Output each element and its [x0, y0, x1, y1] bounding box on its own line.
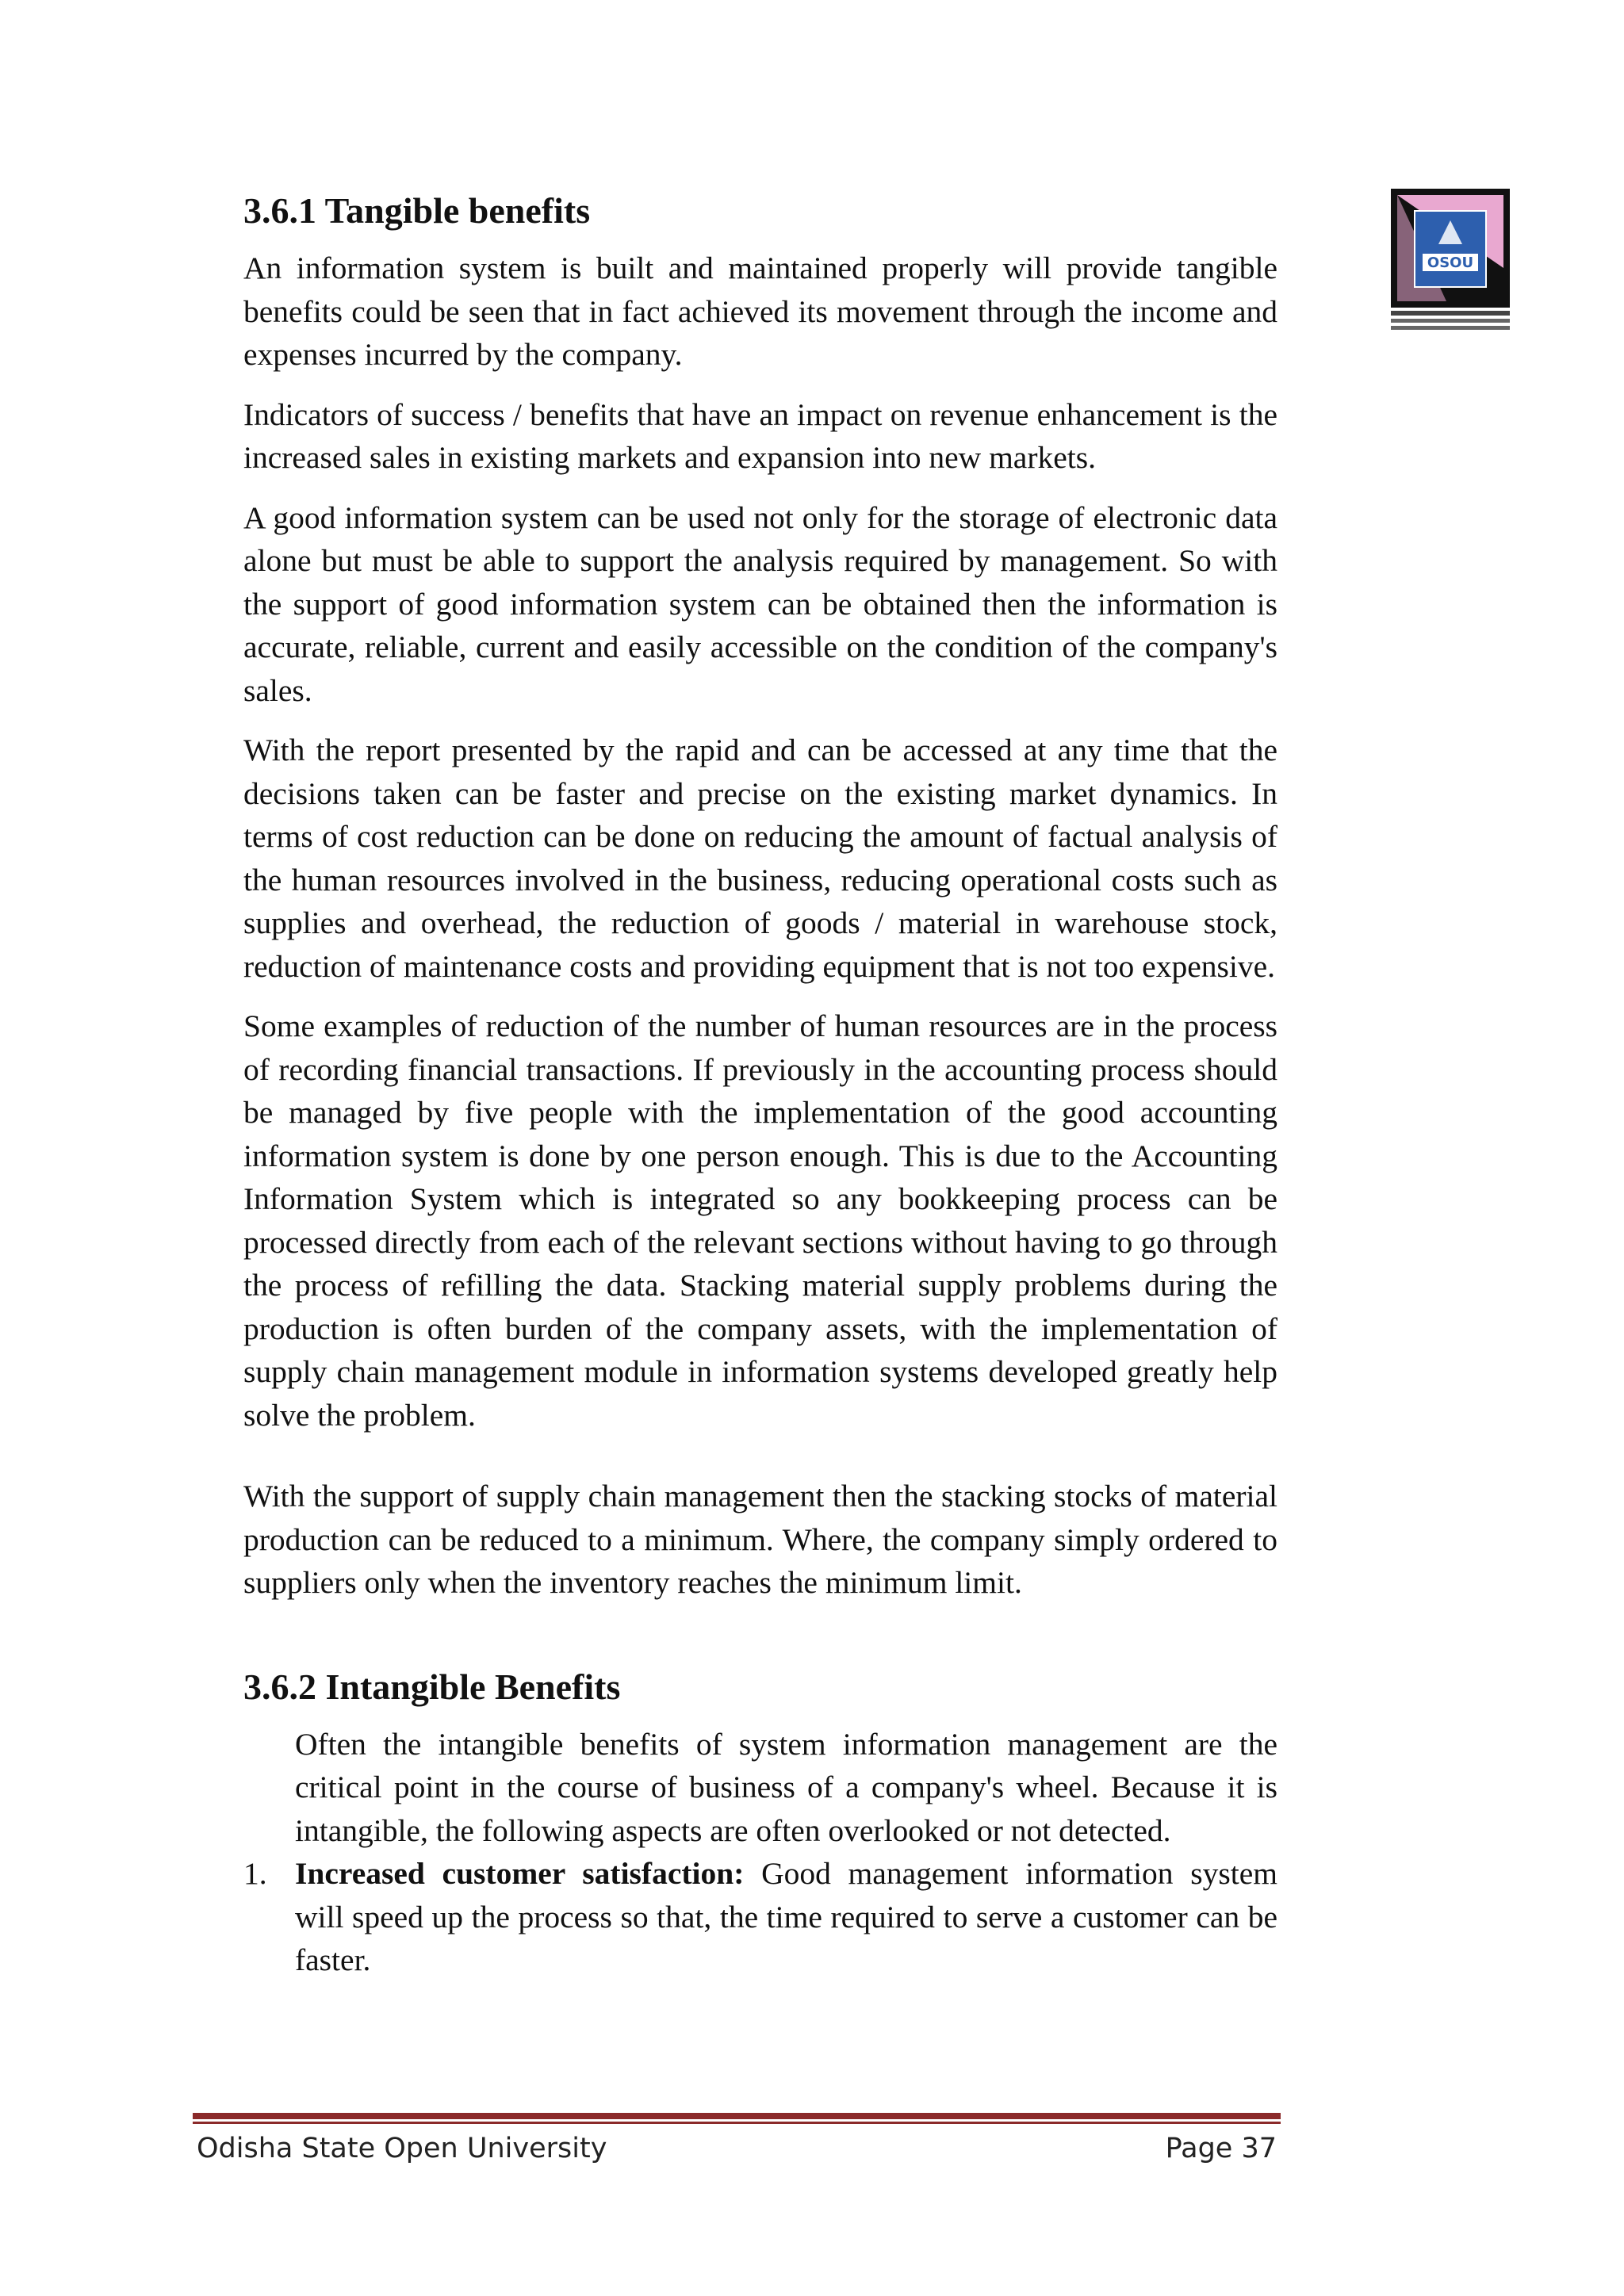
paragraph: Some examples of reduction of the number of human resources are in the process of recording financial transactions. If previously in the accounting process should be managed by five people with the implementation of the good accounting information system is done by one person enough. This is due to the Accounting Information System which is integrated so any bookkeeping process can be processed directly from each of the relevant sections without having to go through the process of refilling the data. Stacking material supply problems during the production is often burden of the company assets, with the implementation of supply chain management module in information systems developed greatly help solve the problem. — [243, 1008, 1277, 1433]
list-item-text — [295, 1852, 1277, 1982]
paragraph: An information system is built and maintained properly will provide tangible benefits could be seen that in fact achieved its movement through the income and expenses incurred by the company. — [243, 251, 1277, 373]
list-item-body: Good management information system will speed up the process so that, the time required to serve a customer can be faster. — [295, 1856, 1277, 1978]
paragraph: Indicators of success / benefits that have an impact on revenue enhancement is the increased sales in existing markets and expansion into new markets. — [243, 396, 1277, 476]
section-heading-intangible: 3.6.2 Intangible Benefits — [243, 1666, 621, 1707]
section-heading-tangible: 3.6.1 Tangible benefits — [243, 190, 591, 231]
footer-university: Odisha State Open University — [197, 2133, 607, 2164]
page-number: Page 37 — [1165, 2133, 1277, 2164]
section-intro: Often the intangible benefits of system information management are the critical point in the course of business of a company's wheel. Because it is intangible, the following aspects are often overlooked or not detected. — [295, 1726, 1277, 1848]
page-body — [243, 189, 1277, 1982]
list-number: 1. — [243, 1856, 267, 1892]
list-item — [243, 1852, 1277, 1982]
page-footer — [197, 2133, 1277, 2164]
footer-divider — [193, 2113, 1281, 2124]
paragraph: A good information system can be used not only for the storage of electronic data alone but must be able to support the analysis required by management. So with the support of good information system can be obtained then the information is accurate, reliable, current and easily accessible on the condition of the company's sales. — [243, 499, 1277, 708]
paragraph: With the support of supply chain management then the stacking stocks of material production can be reduced to a minimum. Where, the company simply ordered to suppliers only when the inventory reaches the minimum limit. — [243, 1479, 1277, 1601]
paragraph: With the report presented by the rapid and can be accessed at any time that the decisions taken can be faster and precise on the existing market dynamics. In terms of cost reduction can be done on reducing the amount of factual analysis of the human resources involved in the business, reducing operational costs such as supplies and overhead, the reduction of goods / material in warehouse stock, reduction of maintenance costs and providing equipment that is not too expensive. — [243, 733, 1277, 984]
list-item-title: Increased customer satisfaction: — [295, 1856, 745, 1892]
osou-logo — [1391, 189, 1510, 333]
svg-text:OSOU: OSOU — [1427, 254, 1474, 271]
